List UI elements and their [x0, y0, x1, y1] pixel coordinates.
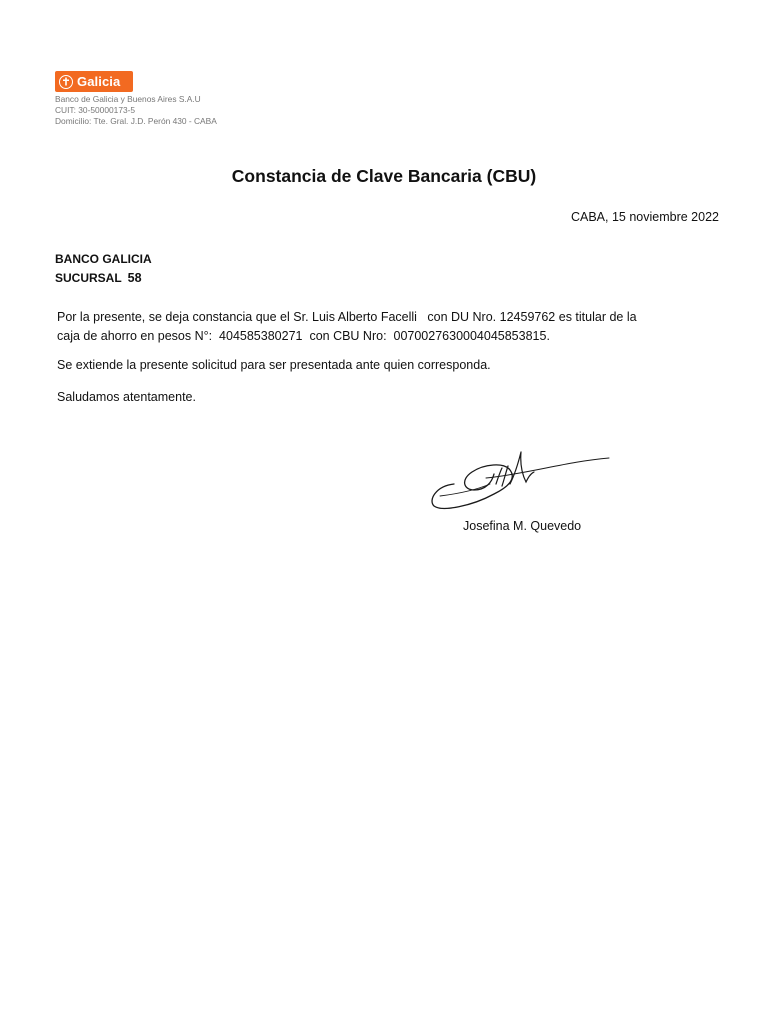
- company-info: [55, 94, 217, 127]
- certification-paragraph: [57, 308, 637, 346]
- signer-name: Josefina M. Quevedo: [463, 519, 582, 533]
- branch-number: 58: [127, 271, 142, 285]
- purpose-text: Se extiende la presente solicitud para ser presentada ante quien corresponda.: [57, 358, 491, 372]
- company-cuit: CUIT: 30-50000173-5: [55, 105, 136, 115]
- cbu-number: 0070027630004045853815.: [393, 329, 550, 343]
- holder-name: Luis Alberto Facelli: [312, 310, 417, 324]
- cbu-label: con CBU Nro:: [309, 329, 387, 343]
- document-title: Constancia de Clave Bancaria (CBU): [231, 166, 537, 186]
- certification-line-2: [57, 327, 637, 346]
- intro-text: Por la presente, se deja constancia que el Sr.: [57, 310, 309, 324]
- bank-name: BANCO GALICIA: [55, 252, 152, 266]
- titular-text: es titular de la: [558, 310, 637, 324]
- galicia-cross-icon: [59, 75, 73, 89]
- handwritten-signature: [426, 450, 616, 520]
- logo-text: Galicia: [77, 74, 121, 89]
- certification-line-1: [57, 308, 637, 327]
- company-address: Domicilio: Tte. Gral. J.D. Perón 430 - CABA: [55, 116, 217, 126]
- branch-label: SUCURSAL: [55, 271, 122, 285]
- du-label: con DU Nro.: [427, 310, 497, 324]
- branch-line: [55, 271, 142, 285]
- account-number: 404585380271: [219, 329, 303, 343]
- closing-text: Saludamos atentamente.: [57, 390, 196, 404]
- company-name: Banco de Galicia y Buenos Aires S.A.U: [55, 94, 201, 104]
- account-label: caja de ahorro en pesos N°:: [57, 329, 213, 343]
- du-number: 12459762: [499, 310, 556, 324]
- document-date: CABA, 15 noviembre 2022: [570, 210, 719, 224]
- galicia-logo: [55, 71, 133, 92]
